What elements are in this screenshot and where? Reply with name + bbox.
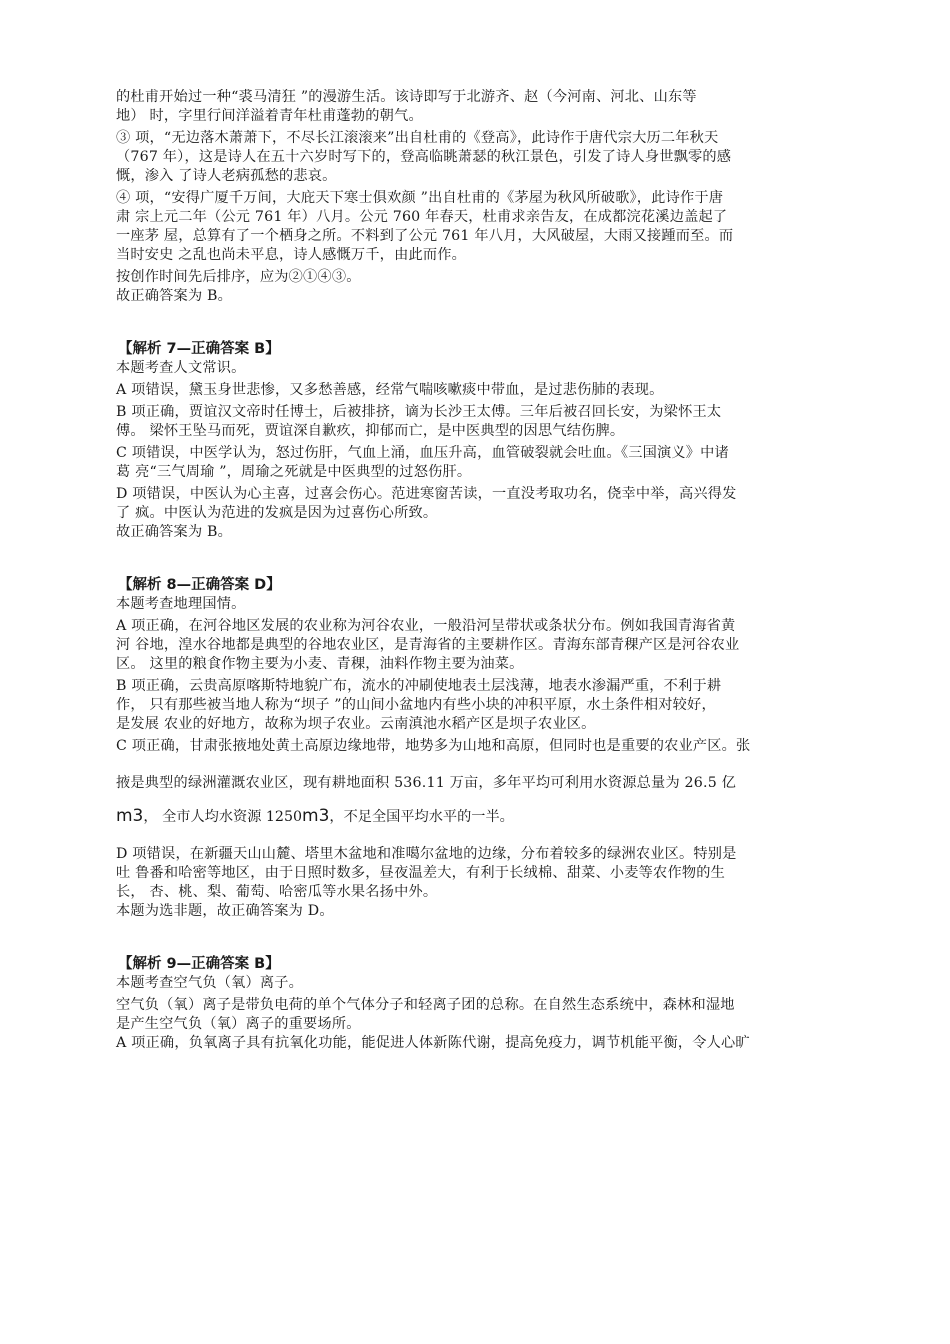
text-line: ④ 项，“安得广厦千万间，大庇天下寒士俱欢颜 ”出自杜甫的《茅屋为秋风所破歌》，此诗作于唐 [116, 190, 724, 206]
text-line: A 项正确，在河谷地区发展的农业称为河谷农业，一般沿河呈带状或条状分布。例如我国青海省黄 [116, 618, 736, 634]
text-line: B 项正确，贾谊汉文帝时任博士，后被排挤，谪为长沙王太傅。三年后被召回长安，为梁怀王太 [116, 404, 722, 420]
text-line: 了 疯。中医认为范进的发疯是因为过喜伤心所致。 [116, 505, 438, 521]
text-line: A 项正确，负氧离子具有抗氧化功能，能促进人体新陈代谢，提高免疫力，调节机能平衡，令人心旷 [116, 1035, 750, 1051]
text-line: 作， 只有那些被当地人称为“坝子 ”的山间小盆地内有些小块的冲积平原，水土条件相对较好， [116, 697, 716, 713]
answer-line: 故正确答案为 B。 [116, 288, 233, 304]
document-content [116, 88, 836, 1053]
text-line: C 项错误，中医学认为，怒过伤肝，气血上涌，血压升高，血管破裂就会吐血。《三国演义》中诸 [116, 445, 729, 461]
text-line: 本题考查空气负（氧）离子。 [116, 975, 304, 991]
text-line: B 项正确，云贵高原喀斯特地貌广布，流水的冲刷使地表土层浅薄，地表水渗漏严重，不利于耕 [116, 678, 722, 694]
text-line: 葛 亮“三气周瑜 ”，周瑜之死就是中医典型的过怒伤肝。 [116, 464, 472, 480]
text-line [116, 807, 836, 827]
text-line: 慨，渗入 了诗人老病孤愁的悲哀。 [116, 168, 337, 184]
text-line: D 项错误，在新疆天山山麓、塔里木盆地和准噶尔盆地的边缘，分布着较多的绿洲农业区。特别是 [116, 846, 737, 862]
analysis-heading: 【解析 8—正确答案 D】 [118, 577, 281, 593]
text-line: 是发展 农业的好地方，故称为坝子农业。云南滇池水稻产区是坝子农业区。 [116, 716, 596, 732]
text-line: 空气负（氧）离子是带负电荷的单个气体分子和轻离子团的总称。在自然生态系统中，森林和湿地 [116, 997, 735, 1013]
text-line: 的杜甫开始过一种“裘马清狂 ”的漫游生活。该诗即写于北游齐、赵（今河南、河北、山东等 [116, 89, 697, 105]
text-line: 区。 这里的粮食作物主要为小麦、青稞，油料作物主要为油菜。 [116, 656, 524, 672]
text-line: ③ 项，“无边落木萧萧下，不尽长江滚滚来”出自杜甫的《登高》，此诗作于唐代宗大历二年秋天 [116, 130, 719, 146]
unit-m3: m3 [116, 806, 144, 826]
text-line: 是产生空气负（氧）离子的重要场所。 [116, 1016, 361, 1032]
text-line: 本题考查人文常识。 [116, 360, 246, 376]
text-line: 当时安史 之乱也尚未平息，诗人感慨万千，由此而作。 [116, 247, 467, 263]
text-line: 傅。 梁怀王坠马而死，贾谊深自歉疚，抑郁而亡，是中医典型的因思气结伤脾。 [116, 423, 625, 439]
text-line: C 项正确，甘肃张掖地处黄土高原边缘地带，地势多为山地和高原，但同时也是重要的农业产区。张 [116, 738, 751, 754]
text-line: 长， 杏、桃、梨、葡萄、哈密瓜等水果名扬中外。 [116, 884, 438, 900]
answer-line: 故正确答案为 B。 [116, 524, 233, 540]
text-span: ， 全市人均水资源 1250 [143, 809, 303, 825]
unit-m3: m3 [302, 806, 330, 826]
text-line: 一座茅 屋，总算有了一个栖身之所。不料到了公元 761 年八月，大风破屋，大雨又接踵而至。而 [116, 228, 734, 244]
answer-line: 本题为选非题，故正确答案为 D。 [116, 903, 334, 919]
text-line: 按创作时间先后排序，应为②①④③。 [116, 269, 361, 285]
analysis-heading: 【解析 7—正确答案 B】 [118, 341, 280, 357]
text-line: 吐 鲁番和哈密等地区，由于日照时数多，昼夜温差大，有利于长绒棉、甜菜、小麦等农作物的生 [116, 865, 725, 881]
text-line: 掖是典型的绿洲灌溉农业区，现有耕地面积 536.11 万亩，多年平均可利用水资源总量为 26.5 亿 [116, 775, 737, 791]
text-line: 河 谷地，湟水谷地都是典型的谷地农业区，是青海省的主要耕作区。青海东部青稞产区是河谷农业 [116, 637, 740, 653]
text-line: A 项错误，黛玉身世悲惨，又多愁善感，经常气喘咳嗽痰中带血，是过悲伤肺的表现。 [116, 382, 664, 398]
text-span: ，不足全国平均水平的一半。 [329, 809, 514, 825]
text-line: （767 年），这是诗人在五十六岁时写下的，登高临眺萧瑟的秋江景色，引发了诗人身世飘零的感 [116, 149, 732, 165]
text-line: 肃 宗上元二年（公元 761 年）八月。公元 760 年春天，杜甫求亲告友，在成都浣花溪边盖起了 [116, 209, 728, 225]
text-line: 地） 时，字里行间洋溢着青年杜甫蓬勃的朝气。 [116, 108, 423, 124]
text-line: D 项错误，中医认为心主喜，过喜会伤心。范进寒窗苦读，一直没考取功名，侥幸中举，高兴得发 [116, 486, 737, 502]
analysis-heading: 【解析 9—正确答案 B】 [118, 956, 280, 972]
text-line: 本题考查地理国情。 [116, 596, 246, 612]
